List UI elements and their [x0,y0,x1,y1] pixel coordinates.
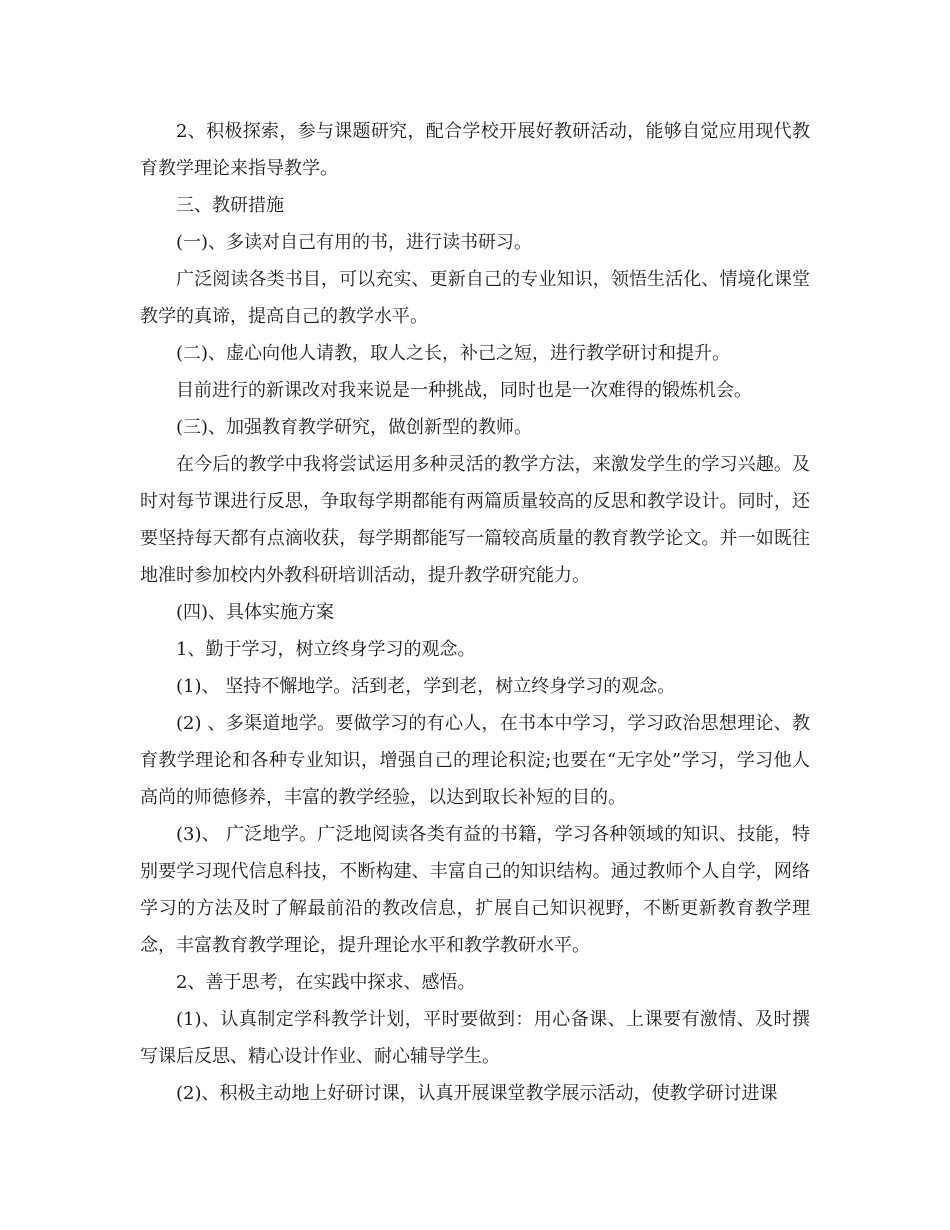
paragraph-item-2-explore: 2、积极探索，参与课题研究，配合学校开展好教研活动，能够自觉应用现代教育教学理论来指导教学。 [140,121,810,179]
paragraph-wide-reading: 广泛阅读各类书目，可以充实、更新自己的专业知识，领悟生活化、情境化课堂教学的真谛，提高自己的教学水平。 [140,269,810,327]
document-body [140,113,810,1112]
paragraph-sub-1-persist: (1)、 坚持不懈地学。活到老，学到老，树立终身学习的观念。 [176,676,676,697]
subheading-implementation-plan: (四)、具体实施方案 [176,602,335,623]
paragraph-sub-2-channels: (2) 、多渠道地学。要做学习的有心人，在书本中学习，学习政治思想理论、教育教学理论和各种专业知识，增强自己的理论积淀;也要在“无字处”学习，学习他人高尚的师德修养，丰富的教学经验，以达到取长补短的目的。 [140,713,810,808]
paragraph-new-curriculum: 目前进行的新课改对我来说是一种挑战，同时也是一次难得的锻炼机会。 [176,380,752,401]
paragraph-teaching-methods: 在今后的教学中我将尝试运用多种灵活的教学方法，来激发学生的学习兴趣。及时对每节课进行反思，争取每学期都能有两篇质量较高的反思和教学设计。同时，还要坚持每天都有点滴收获，每学期都能写一篇较高质量的教育教学论文。并一如既往地准时参加校内外教科研培训活动，提升教学研究能力。 [140,454,810,586]
subheading-strengthen-research: (三)、加强教育教学研究，做创新型的教师。 [176,417,533,438]
paragraph-sub-1-plan: (1)、认真制定学科教学计划，平时要做到：用心备课、上课要有激情、及时撰写课后反思、精心设计作业、耐心辅导学生。 [140,1009,810,1067]
subheading-learn-from-others: (二)、虚心向他人请教，取人之长，补己之短，进行教学研讨和提升。 [176,343,731,364]
section-heading-research-measures: 三、教研措施 [176,195,284,216]
paragraph-sub-2-seminar: (2)、积极主动地上好研讨课，认真开展课堂教学展示活动，使教学研讨进课 [176,1083,778,1104]
paragraph-sub-3-broad: (3)、 广泛地学。广泛地阅读各类有益的书籍，学习各种领域的知识、技能，特别要学习现代信息科技，不断构建、丰富自己的知识结构。通过教师个人自学，网络学习的方法及时了解最前沿的教改信息，扩展自己知识视野，不断更新教育教学理念，丰富教育教学理论，提升理论水平和教学教研水平。 [140,824,810,956]
paragraph-item-1-study: 1、勤于学习，树立终身学习的观念。 [176,639,476,660]
paragraph-item-2-think: 2、善于思考，在实践中探求、感悟。 [176,972,476,993]
subheading-read-books: (一)、多读对自己有用的书，进行读书研习。 [176,232,533,253]
